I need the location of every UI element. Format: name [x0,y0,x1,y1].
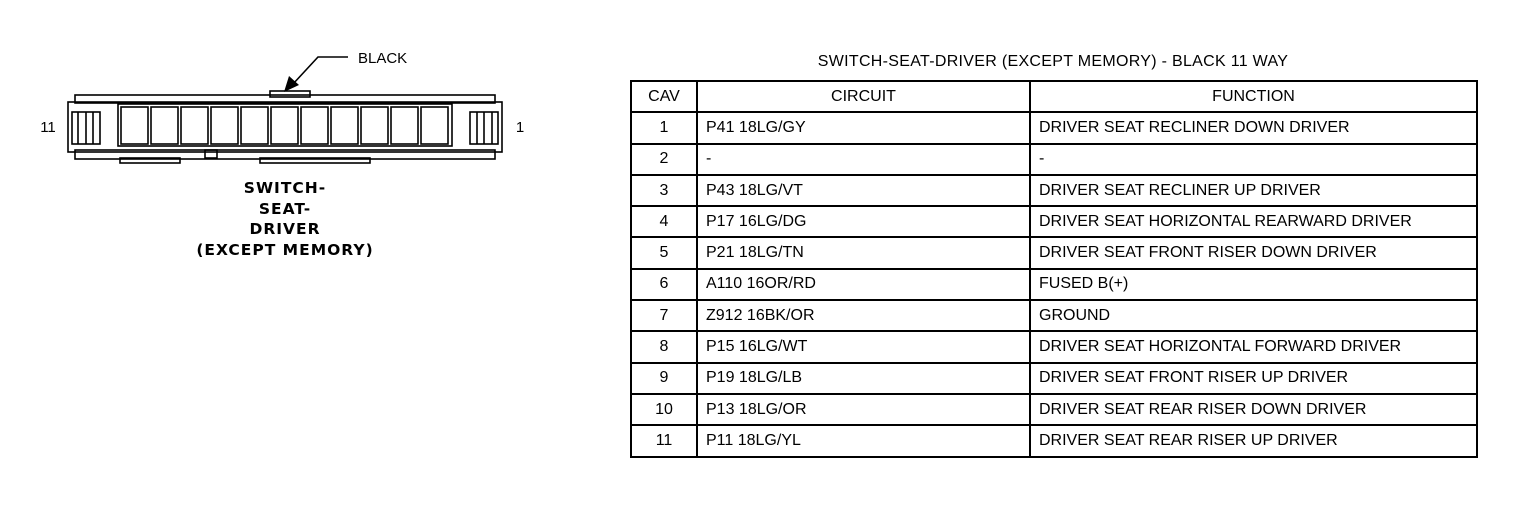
left-cavity-number: 11 [40,119,56,136]
table-row [631,206,1477,237]
cavity [361,107,388,144]
cavity [151,107,178,144]
header-circuit: CIRCUIT [697,81,1030,112]
function-cell: DRIVER SEAT HORIZONTAL FORWARD DRIVER [1030,331,1477,362]
cavity [181,107,208,144]
connector-latch [270,91,310,97]
function-cell: DRIVER SEAT HORIZONTAL REARWARD DRIVER [1030,206,1477,237]
callout-arrowhead [284,76,299,92]
pinout-table [630,80,1478,458]
cavity [421,107,448,144]
cav-cell: 11 [631,425,697,456]
color-callout: BLACK [358,50,408,67]
connector-foot-mid [205,150,217,158]
function-cell: DRIVER SEAT RECLINER UP DRIVER [1030,175,1477,206]
circuit-cell: P21 18LG/TN [697,237,1030,268]
connector-name-line: (EXCEPT MEMORY) [196,240,374,259]
circuit-cell: P11 18LG/YL [697,425,1030,456]
circuit-cell: P13 18LG/OR [697,394,1030,425]
circuit-cell: P43 18LG/VT [697,175,1030,206]
connector-diagram [0,0,600,526]
connector-name-line: SWITCH- [243,179,327,197]
cav-cell: 8 [631,331,697,362]
table-row [631,300,1477,331]
circuit-cell: - [697,144,1030,175]
table-row [631,363,1477,394]
cavity [391,107,418,144]
function-cell: DRIVER SEAT FRONT RISER DOWN DRIVER [1030,237,1477,268]
cavity [211,107,238,144]
function-cell: DRIVER SEAT RECLINER DOWN DRIVER [1030,112,1477,143]
table-row [631,331,1477,362]
function-cell: DRIVER SEAT FRONT RISER UP DRIVER [1030,363,1477,394]
function-cell: - [1030,144,1477,175]
cavity [241,107,268,144]
function-cell: GROUND [1030,300,1477,331]
circuit-cell: P41 18LG/GY [697,112,1030,143]
function-cell: DRIVER SEAT REAR RISER UP DRIVER [1030,425,1477,456]
cavity [301,107,328,144]
table-row [631,144,1477,175]
table-row [631,394,1477,425]
function-cell: DRIVER SEAT REAR RISER DOWN DRIVER [1030,394,1477,425]
header-function: FUNCTION [1030,81,1477,112]
cav-cell: 3 [631,175,697,206]
callout-leader [293,57,348,84]
cav-cell: 2 [631,144,697,175]
cavity [331,107,358,144]
cav-cell: 7 [631,300,697,331]
cavity [271,107,298,144]
circuit-cell: Z912 16BK/OR [697,300,1030,331]
cav-cell: 1 [631,112,697,143]
cavity-row [121,107,448,144]
circuit-cell: A110 16OR/RD [697,269,1030,300]
connector-foot-right [260,158,370,163]
table-row [631,112,1477,143]
table-row [631,269,1477,300]
table-title: SWITCH-SEAT-DRIVER (EXCEPT MEMORY) - BLACK 11 WAY [817,53,1289,70]
right-cavity-number: 1 [515,119,525,136]
connector-drawing [0,0,600,526]
cav-cell: 6 [631,269,697,300]
connector-foot-left [120,158,180,163]
connector-housing [118,104,452,146]
circuit-cell: P15 16LG/WT [697,331,1030,362]
circuit-cell: P19 18LG/LB [697,363,1030,394]
connector-name-line: SEAT- [258,199,312,218]
header-cav: CAV [631,81,697,112]
function-cell: FUSED B(+) [1030,269,1477,300]
cav-cell: 4 [631,206,697,237]
table-row [631,237,1477,268]
table-header-row [631,81,1477,112]
connector-name [170,178,400,260]
cav-cell: 10 [631,394,697,425]
cav-cell: 5 [631,237,697,268]
cav-cell: 9 [631,363,697,394]
table-row [631,425,1477,456]
connector-name-line: DRIVER [249,220,321,238]
circuit-cell: P17 16LG/DG [697,206,1030,237]
table-row [631,175,1477,206]
cavity [121,107,148,144]
